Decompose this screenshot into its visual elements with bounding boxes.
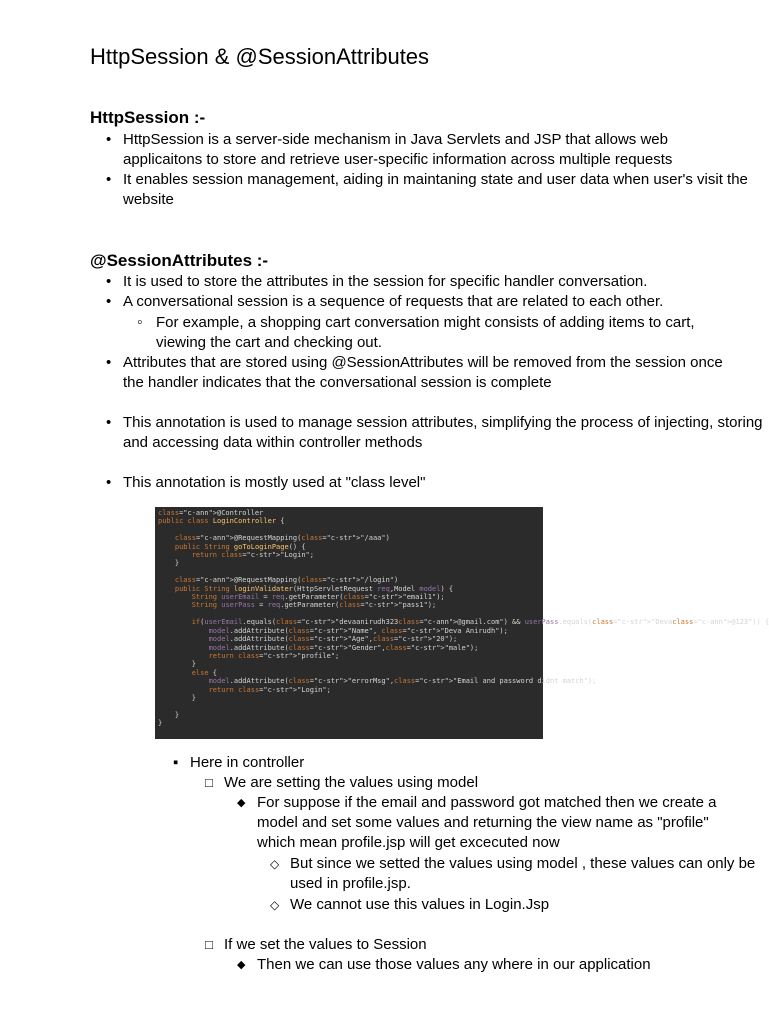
code-line: String userPass = req.getParameter(class="c-str">"pass1"); [191, 601, 437, 610]
code-line: String userEmail = req.getParameter(class="c-str">"email1"); [191, 593, 445, 602]
code-line: } [158, 719, 163, 728]
code-line: else { [191, 668, 218, 677]
code-line [158, 610, 543, 618]
list-item: • A conversational session is a sequence of requests that are related to each other. [123, 292, 763, 312]
note-item: □ We are setting the values using model [224, 773, 744, 793]
list-item: • It enables session management, aiding in maintaning state and user data when user's visit the website [123, 170, 763, 210]
code-line: public class LoginController { [158, 517, 285, 526]
list-item: • This annotation is used to manage session attributes, simplifying the process of injecting, storing and accessing data within controller methods [123, 413, 763, 453]
code-line: class="c-ann">@RequestMapping(class="c-str">"/aaa") [174, 534, 390, 543]
code-line: public String goToLoginPage() { [174, 542, 306, 551]
note-item: ◆ Then we can use those values any where in our application [257, 955, 747, 975]
code-line: public String loginValidater(HttpServletRequest req,Model model) { [174, 584, 454, 593]
section-heading-sessionattributes: @SessionAttributes :- [90, 251, 269, 270]
note-item: □ If we set the values to Session [224, 935, 744, 955]
list-item: • Attributes that are stored using @SessionAttributes will be removed from the session once the handler indicates that the conversational session is complete [123, 353, 743, 393]
code-line: } [158, 660, 196, 669]
page-title: HttpSession & @SessionAttributes [90, 44, 430, 69]
code-line: model.addAttribute(class="c-str">"Name", class="c-str">"Deva Anirudh"); [208, 626, 508, 635]
code-line: } [158, 559, 180, 568]
note-item: ◇ We cannot use this values in Login.Jsp [290, 895, 760, 915]
code-line: return class="c-str">"Login"; [191, 551, 314, 560]
note-item: ◆ For suppose if the email and password got matched then we create a model and set some values and returning the view name as "profile" which mean profile.jsp will get excecuted now [257, 793, 747, 853]
note-item: ◇ But since we setted the values using model , these values can only be used in profile.jsp. [290, 854, 760, 894]
code-screenshot [155, 507, 769, 739]
note-item: ▪ Here in controller [190, 753, 730, 773]
code-line: return class="c-str">"profile"; [208, 651, 340, 660]
code-line: return class="c-str">"Login"; [208, 685, 331, 694]
code-line: } [158, 693, 196, 702]
list-item: • HttpSession is a server-side mechanism in Java Servlets and JSP that allows web applicaitons to store and retrieve user-specific information across multiple requests [123, 130, 743, 170]
code-line: class="c-ann">@Controller [158, 509, 264, 517]
code-line: if(userEmail.equals(class="c-str">"devaanirudh323class="c-ann">@gmail.com") && userPass.equals(class="c-str">"Devaclass="c-ann">@123")) { [191, 618, 769, 627]
list-item: • This annotation is mostly used at "class level" [123, 473, 743, 493]
code-line: model.addAttribute(class="c-str">"errorMsg",class="c-str">"Email and password didnt match"); [208, 677, 597, 686]
sub-list-item: ◦ For example, a shopping cart conversation might consists of adding items to cart, viewing the cart and checking out. [156, 313, 746, 353]
code-line: model.addAttribute(class="c-str">"Age",class="c-str">"20"); [208, 635, 458, 644]
code-line [158, 568, 543, 576]
list-item: • It is used to store the attributes in the session for specific handler conversation. [123, 272, 763, 292]
code-line [158, 526, 543, 534]
code-line [158, 702, 543, 710]
code-line: } [158, 710, 180, 719]
code-line: class="c-ann">@RequestMapping(class="c-str">"/login") [174, 576, 399, 585]
section-heading-httpsession: HttpSession :- [90, 108, 206, 127]
code-line: model.addAttribute(class="c-str">"Gender",class="c-str">"male"); [208, 643, 479, 652]
